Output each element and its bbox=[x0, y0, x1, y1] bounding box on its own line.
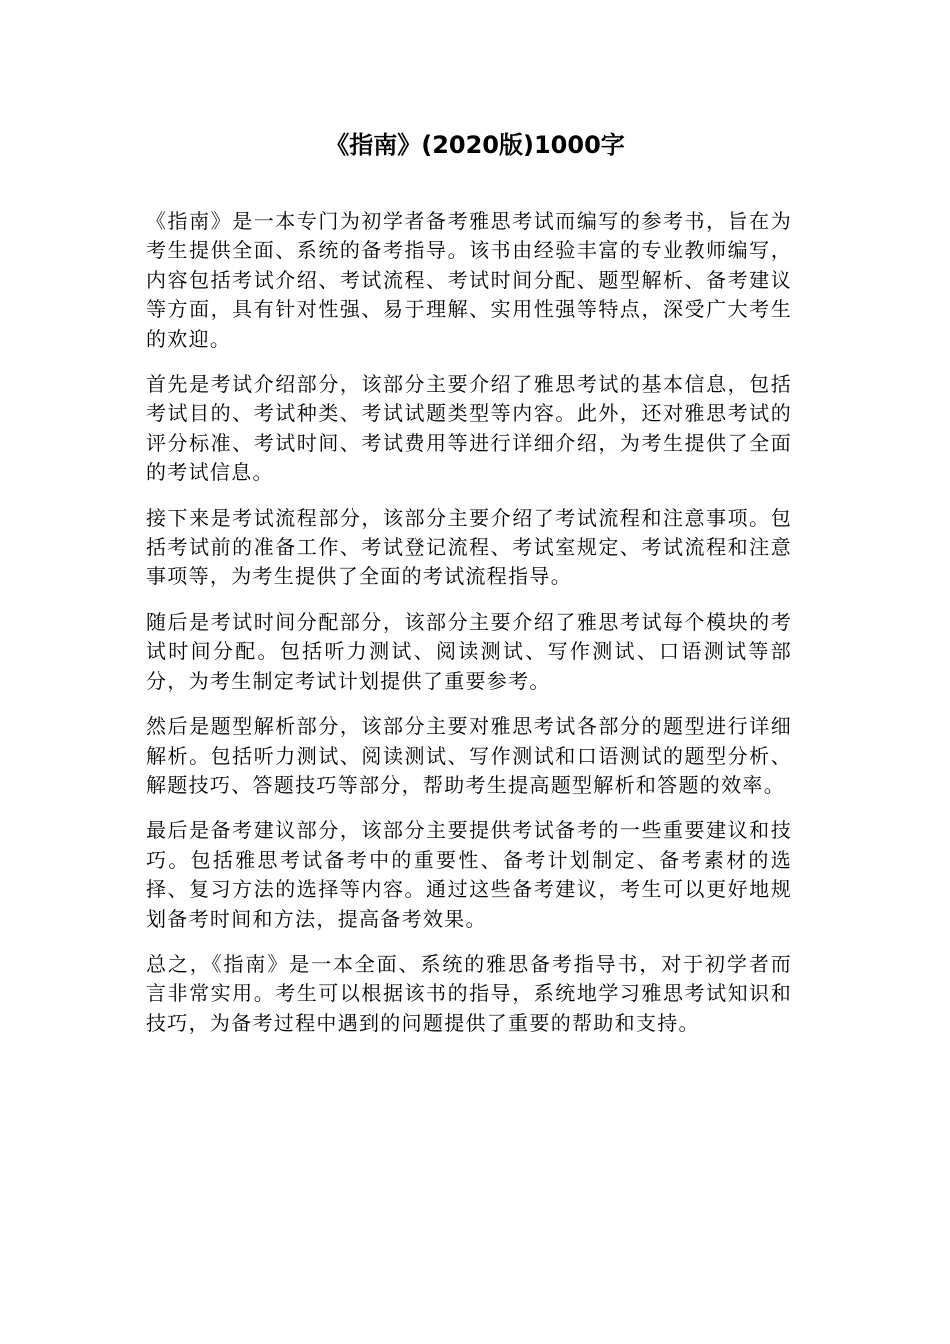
paragraph-conclusion: 总之，《指南》是一本全面、系统的雅思备考指导书，对于初学者而言非常实用。考生可以根据该书的指导，系统地学习雅思考试知识和技巧，为备考过程中遇到的问题提供了重要的帮助和支持。 bbox=[146, 951, 792, 1035]
paragraph-intro: 《指南》是一本专门为初学者备考雅思考试而编写的参考书，旨在为考生提供全面、系统的备考指导。该书由经验丰富的专业教师编写，内容包括考试介绍、考试流程、考试时间分配、题型解析、备考建议等方面，具有针对性强、易于理解、实用性强等特点，深受广大考生的欢迎。 bbox=[146, 209, 792, 351]
paragraph-exam-process: 接下来是考试流程部分，该部分主要介绍了考试流程和注意事项。包括考试前的准备工作、考试登记流程、考试室规定、考试流程和注意事项等，为考生提供了全面的考试流程指导。 bbox=[146, 505, 792, 589]
document-title: 《指南》(2020版)1000字 bbox=[325, 131, 625, 159]
paragraph-preparation-advice: 最后是备考建议部分，该部分主要提供考试备考的一些重要建议和技巧。包括雅思考试备考中的重要性、备考计划制定、备考素材的选择、复习方法的选择等内容。通过这些备考建议，考生可以更好地规划备考时间和方法，提高备考效果。 bbox=[146, 818, 792, 931]
paragraph-exam-introduction: 首先是考试介绍部分，该部分主要介绍了雅思考试的基本信息，包括考试目的、考试种类、考试试题类型等内容。此外，还对雅思考试的评分标准、考试时间、考试费用等进行详细介绍，为考生提供了全面的考试信息。 bbox=[146, 372, 792, 485]
paragraph-question-types: 然后是题型解析部分，该部分主要对雅思考试各部分的题型进行详细解析。包括听力测试、阅读测试、写作测试和口语测试的题型分析、解题技巧、答题技巧等部分，帮助考生提高题型解析和答题的效率。 bbox=[146, 714, 792, 797]
document-body bbox=[146, 207, 792, 1054]
paragraph-time-allocation: 随后是考试时间分配部分，该部分主要介绍了雅思考试每个模块的考试时间分配。包括听力测试、阅读测试、写作测试、口语测试等部分，为考生制定考试计划提供了重要参考。 bbox=[146, 609, 792, 693]
